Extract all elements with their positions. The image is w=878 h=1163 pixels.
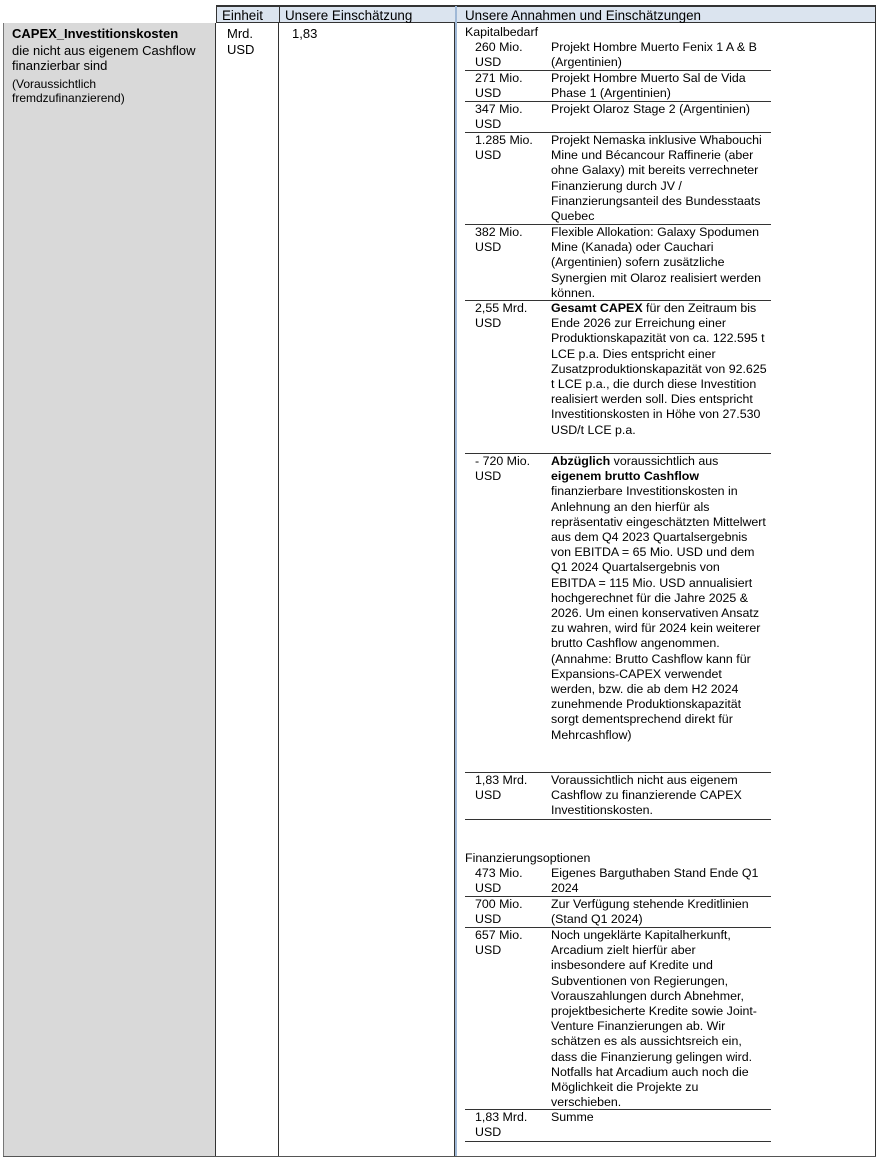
row-description: Projekt Hombre Muerto Fenix 1 A & B (Argentinien)	[551, 40, 757, 70]
row-description: Summe	[551, 1110, 594, 1124]
row-description: Voraussichtlich nicht aus eigenem Cashflow zu finanzierende CAPEX Investitionskosten.	[551, 773, 742, 818]
header-unit	[216, 6, 279, 23]
row-description	[551, 301, 767, 438]
item-subtitle: die nicht aus eigenem Cashflow finanzierbar sind	[12, 43, 196, 74]
row-amount: 260 Mio. USD	[475, 40, 523, 70]
row-description-bold: eigenem brutto Cashflow	[551, 469, 700, 484]
row-description: Projekt Nemaska inklusive Whabouchi Mine und Bécancour Raffinerie (aber ohne Galaxy) mit bereits verrechneter Finanzierung durch JV / Finanzierungsanteil des Bundesstaats Quebec	[551, 133, 762, 224]
list-item	[465, 1110, 771, 1142]
row-description-text: für den Zeitraum bis Ende 2026 zur Erreichung einer Produktionskapazität von ca. 122.595 t LCE p.a. Dies entspricht einer Zusatzproduktionskapazität von 92.625 t LCE p.a., die durch diese Investition realisiert werden soll. Dies entspricht Investitionskosten in Höhe von 27.530 USD/t LCE p.a.	[551, 301, 767, 437]
header-divider	[455, 6, 457, 23]
header-divider	[216, 6, 217, 23]
row-description: Eigenes Barguthaben Stand Ende Q1 2024	[551, 866, 759, 896]
list-item	[465, 897, 771, 928]
header-assumptions-label: Unsere Annahmen und Einschätzungen	[465, 8, 701, 23]
list-item	[465, 40, 771, 71]
header-estimate	[279, 6, 455, 23]
list-item	[465, 225, 771, 301]
row-description-bold: Abzüglich	[551, 454, 611, 468]
row-amount: 1,83 Mrd. USD	[475, 773, 528, 803]
header-divider	[875, 6, 876, 23]
header-estimate-label: Unsere Einschätzung	[285, 8, 413, 23]
list-item	[465, 454, 771, 773]
row-description-text: finanzierbare Investitionskosten in Anlehnung an den hierfür als repräsentativ eingeschätzten Mittelwert aus dem Q4 2023 Quartalsergebnis von EBITDA = 65 Mio. USD und dem Q1 2024 Quartalsergebnis von EBITDA = 115 Mio. USD annualisiert hochgerechnet für die Jahre 2025 & 2026. Um einen konservativen Ansatz zu wahren, wird für 2024 kein weiterer brutto Cashflow angenommen. (Annahme: Brutto Cashflow kann für Expansions-CAPEX verwendet werden, bzw. die ab dem H2 2024 zunehmende Produktionskapazität sorgt dementsprechend direkt für Mehrcashflow)	[551, 484, 766, 742]
row-amount: 473 Mio. USD	[475, 866, 523, 896]
row-description: Projekt Olaroz Stage 2 (Argentinien)	[551, 102, 751, 116]
row-description: Zur Verfügung stehende Kreditlinien (Stand Q1 2024)	[551, 897, 749, 927]
row-description-bold: Gesamt CAPEX	[551, 301, 643, 315]
list-item	[465, 928, 771, 1110]
list-item	[465, 866, 771, 897]
unit-column	[216, 23, 279, 1157]
header-unit-label: Einheit	[222, 8, 263, 23]
row-description: Noch ungeklärte Kapitalherkunft, Arcadium zielt hierfür aber insbesondere auf Kredite und Subventionen von Regierungen, Vorauszahlungen durch Abnehmer, projektbesicherte Kredite sowie Joint-Venture Finanzierungen ab. Wir schätzen es als aussichtsreich ein, dass die Finanzierung gelingen wird. Notfalls hat Arcadium auch noch die Möglichkeit die Projekte zu verschieben.	[551, 928, 757, 1110]
row-amount: 347 Mio. USD	[475, 102, 523, 132]
table-bottom-rule	[3, 1156, 876, 1157]
row-amount: 1.285 Mio. USD	[475, 133, 533, 163]
item-title: CAPEX_Investitionskosten	[12, 26, 179, 41]
list-item	[465, 71, 771, 102]
item-note: (Voraussichtlich fremdzufinanzierend)	[12, 77, 125, 106]
list-item	[465, 301, 771, 454]
section-title-finanzierung: Finanzierungsoptionen	[465, 851, 591, 865]
row-description: Projekt Hombre Muerto Sal de Vida Phase 1 (Argentinien)	[551, 71, 746, 101]
list-item	[465, 773, 771, 820]
item-value: 1,83	[292, 26, 318, 41]
label-column	[3, 23, 216, 1157]
header-divider	[279, 6, 280, 23]
list-item	[465, 102, 771, 133]
header-assumptions	[457, 6, 876, 23]
row-amount: 2,55 Mrd. USD	[475, 301, 528, 331]
row-amount: 382 Mio. USD	[475, 225, 523, 255]
item-unit: Mrd. USD	[227, 26, 255, 57]
row-amount: 271 Mio. USD	[475, 71, 523, 101]
row-description: Flexible Allokation: Galaxy Spodumen Mine (Kanada) oder Cauchari (Argentinien) sofern zusätzliche Synergien mit Olaroz realisiert werden können.	[551, 225, 762, 300]
estimate-column	[279, 23, 455, 1157]
section-title-kapitalbedarf: Kapitalbedarf	[465, 25, 539, 39]
row-amount: 657 Mio. USD	[475, 928, 523, 958]
row-description	[551, 454, 767, 743]
row-amount: - 720 Mio. USD	[475, 454, 531, 484]
list-item	[465, 133, 771, 225]
row-amount: 700 Mio. USD	[475, 897, 523, 927]
row-description-text: voraussichtlich aus	[610, 454, 719, 468]
row-amount: 1,83 Mrd. USD	[475, 1110, 528, 1140]
